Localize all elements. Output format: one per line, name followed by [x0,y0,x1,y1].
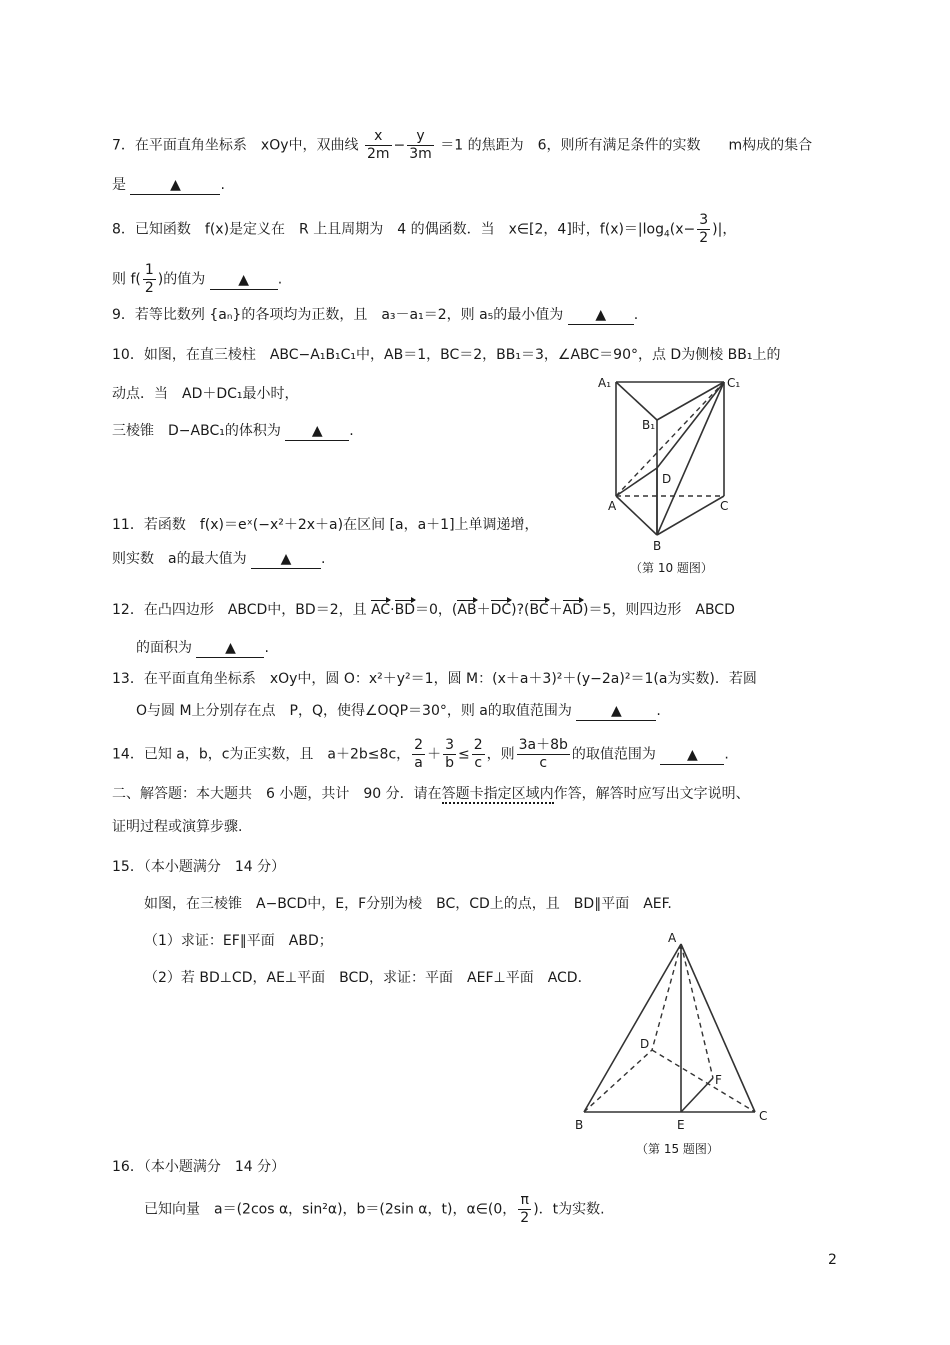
q11-line2: 则实数 a的最大值为 ▲ . [112,551,326,567]
q14-fraction-3-b: $\frac{3}{b}$ [445,737,454,771]
label-C: C [720,499,729,513]
q7-line2: 是 ▲ . [112,177,225,193]
label-A: A [668,931,677,945]
q10-line2: 动点．当 AD＋DC₁最小时， [112,386,299,402]
emphasis-dotted-text: 答题卡指定区域内 [441,786,554,802]
q15-part2: （2）若 BD⊥CD，AE⊥平面 BCD，求证：平面 AEF⊥平面 ACD． [144,970,592,986]
section-2-heading: 二、解答题：本大题共 6 小题，共计 90 分．请在答题卡指定区域内作答，解答时应写出文字说明、 [112,786,750,802]
q12-line2: 的面积为 ▲ . [136,640,269,656]
q7-fraction-y: $\frac{y}{3m}$ [409,128,432,162]
q13-line2: O与圆 M上分别存在点 P，Q，使得∠OQP＝30°，则 a的取值范围为 ▲ . [136,703,661,719]
q14-answer-blank[interactable]: ▲ [660,746,724,765]
vector-AC: AC [371,598,390,618]
q16-statement: 已知向量 a＝(2cos α，sin²α)，b＝(2sin α，t)，α∈(0， $\frac{\pi}{2}$ )．t为实数. [144,1192,605,1226]
vector-AB: AB [457,598,476,618]
q8-answer-blank[interactable]: ▲ [210,271,278,290]
q14-line: 14．已知 a，b，c为正实数，且 a＋2b≤8c， $\frac{2}{a}$ ＋ $\frac{3}{b}$ ≤ $\frac{2}{c}$ ，则 $\frac{3a+8b}{c}$ 的取值范围为 ▲ . [112,737,729,771]
q7-fraction-x: $\frac{x}{2m}$ [366,128,390,162]
q8-fraction-3-2: $\frac{3}{2}$ [699,212,709,246]
q15-tetrahedron-figure [570,928,780,1138]
q9-answer-blank[interactable]: ▲ [568,306,634,325]
q10-line3: 三棱锥 D−ABC₁的体积为 ▲ . [112,423,354,439]
label-B1: B₁ [642,418,656,432]
page-number: 2 [828,1252,837,1268]
q14-fraction-3a8b-c: $\frac{3a+8b}{c}$ [518,737,568,771]
label-C: C [759,1109,768,1123]
label-A1: A₁ [598,376,612,390]
vector-BD: BD [395,598,415,618]
q10-caption: （第 10 题图） [630,561,713,575]
q10-prism-figure [590,368,760,580]
q15-heading: 15．（本小题满分 14 分） [112,859,286,875]
label-B: B [653,539,662,553]
q7-line1: 7．在平面直角坐标系 xOy中，双曲线 $\frac{x}{2m}$ − $\frac{y}{3m}$ ＝1 的焦距为 6，则所有满足条件的实数 m构成的集合 [112,128,813,162]
label-F: F [715,1073,722,1087]
label-D: D [640,1037,650,1051]
q8-line2: 则 f( $\frac{1}{2}$ )的值为 ▲ . [112,262,283,296]
q7-answer-blank[interactable]: ▲ [130,176,220,195]
section-2-line2: 证明过程或演算步骤. [112,819,243,835]
q15-caption: （第 15 题图） [636,1142,719,1156]
vector-BC: BC [530,598,549,618]
q12-answer-blank[interactable]: ▲ [196,639,264,658]
q13-line1: 13．在平面直角坐标系 xOy中，圆 O：x²＋y²＝1，圆 M：(x＋a＋3)²＋(y−2a)²＝1(a为实数)．若圆 [112,671,757,687]
label-B: B [575,1118,584,1132]
q10-answer-blank[interactable]: ▲ [285,422,349,441]
q9-line: 9．若等比数列 {aₙ}的各项均为正数，且 a₃－a₁＝2，则 a₅的最小值为 ▲ . [112,307,639,323]
q14-fraction-2-c: $\frac{2}{c}$ [473,737,483,771]
q8-fraction-1-2: $\frac{1}{2}$ [144,262,154,296]
q8-line1: 8．已知函数 f(x)是定义在 R 上且周期为 4 的偶函数．当 x∈[2，4]时，$f(x)=|\log_4(x-$ $\frac{3}{2}$ )|， [112,212,737,246]
q11-line1: 11．若函数 f(x)＝eˣ(−x²＋2x＋a)在区间 [a，a＋1]上单调递增， [112,517,539,533]
label-D: D [662,472,672,486]
label-C1: C₁ [727,376,741,390]
q16-fraction-pi-2: $\frac{\pi}{2}$ [520,1192,530,1226]
q14-fraction-2-a: $\frac{2}{a}$ [414,737,424,771]
label-E: E [677,1118,685,1132]
q12-line1: 12．在凸四边形 ABCD中，BD＝2，且 AC·BD＝0，(AB＋DC)?(BC＋AD)＝5，则四边形 ABCD [112,598,735,619]
q11-answer-blank[interactable]: ▲ [251,550,321,569]
q13-answer-blank[interactable]: ▲ [576,702,656,721]
label-A: A [608,499,617,513]
vector-DC: DC [491,598,512,618]
q10-line1: 10．如图，在直三棱柱 ABC−A₁B₁C₁中，AB＝1，BC＝2，BB₁＝3，∠ABC＝90°，点 D为侧棱 BB₁上的 [112,347,781,363]
q15-statement: 如图，在三棱锥 A−BCD中，E，F分别为棱 BC，CD上的点，且 BD∥平面 AEF. [144,896,672,912]
q16-heading: 16．（本小题满分 14 分） [112,1159,286,1175]
vector-AD: AD [563,598,583,618]
q15-part1: （1）求证：EF∥平面 ABD； [144,933,333,949]
